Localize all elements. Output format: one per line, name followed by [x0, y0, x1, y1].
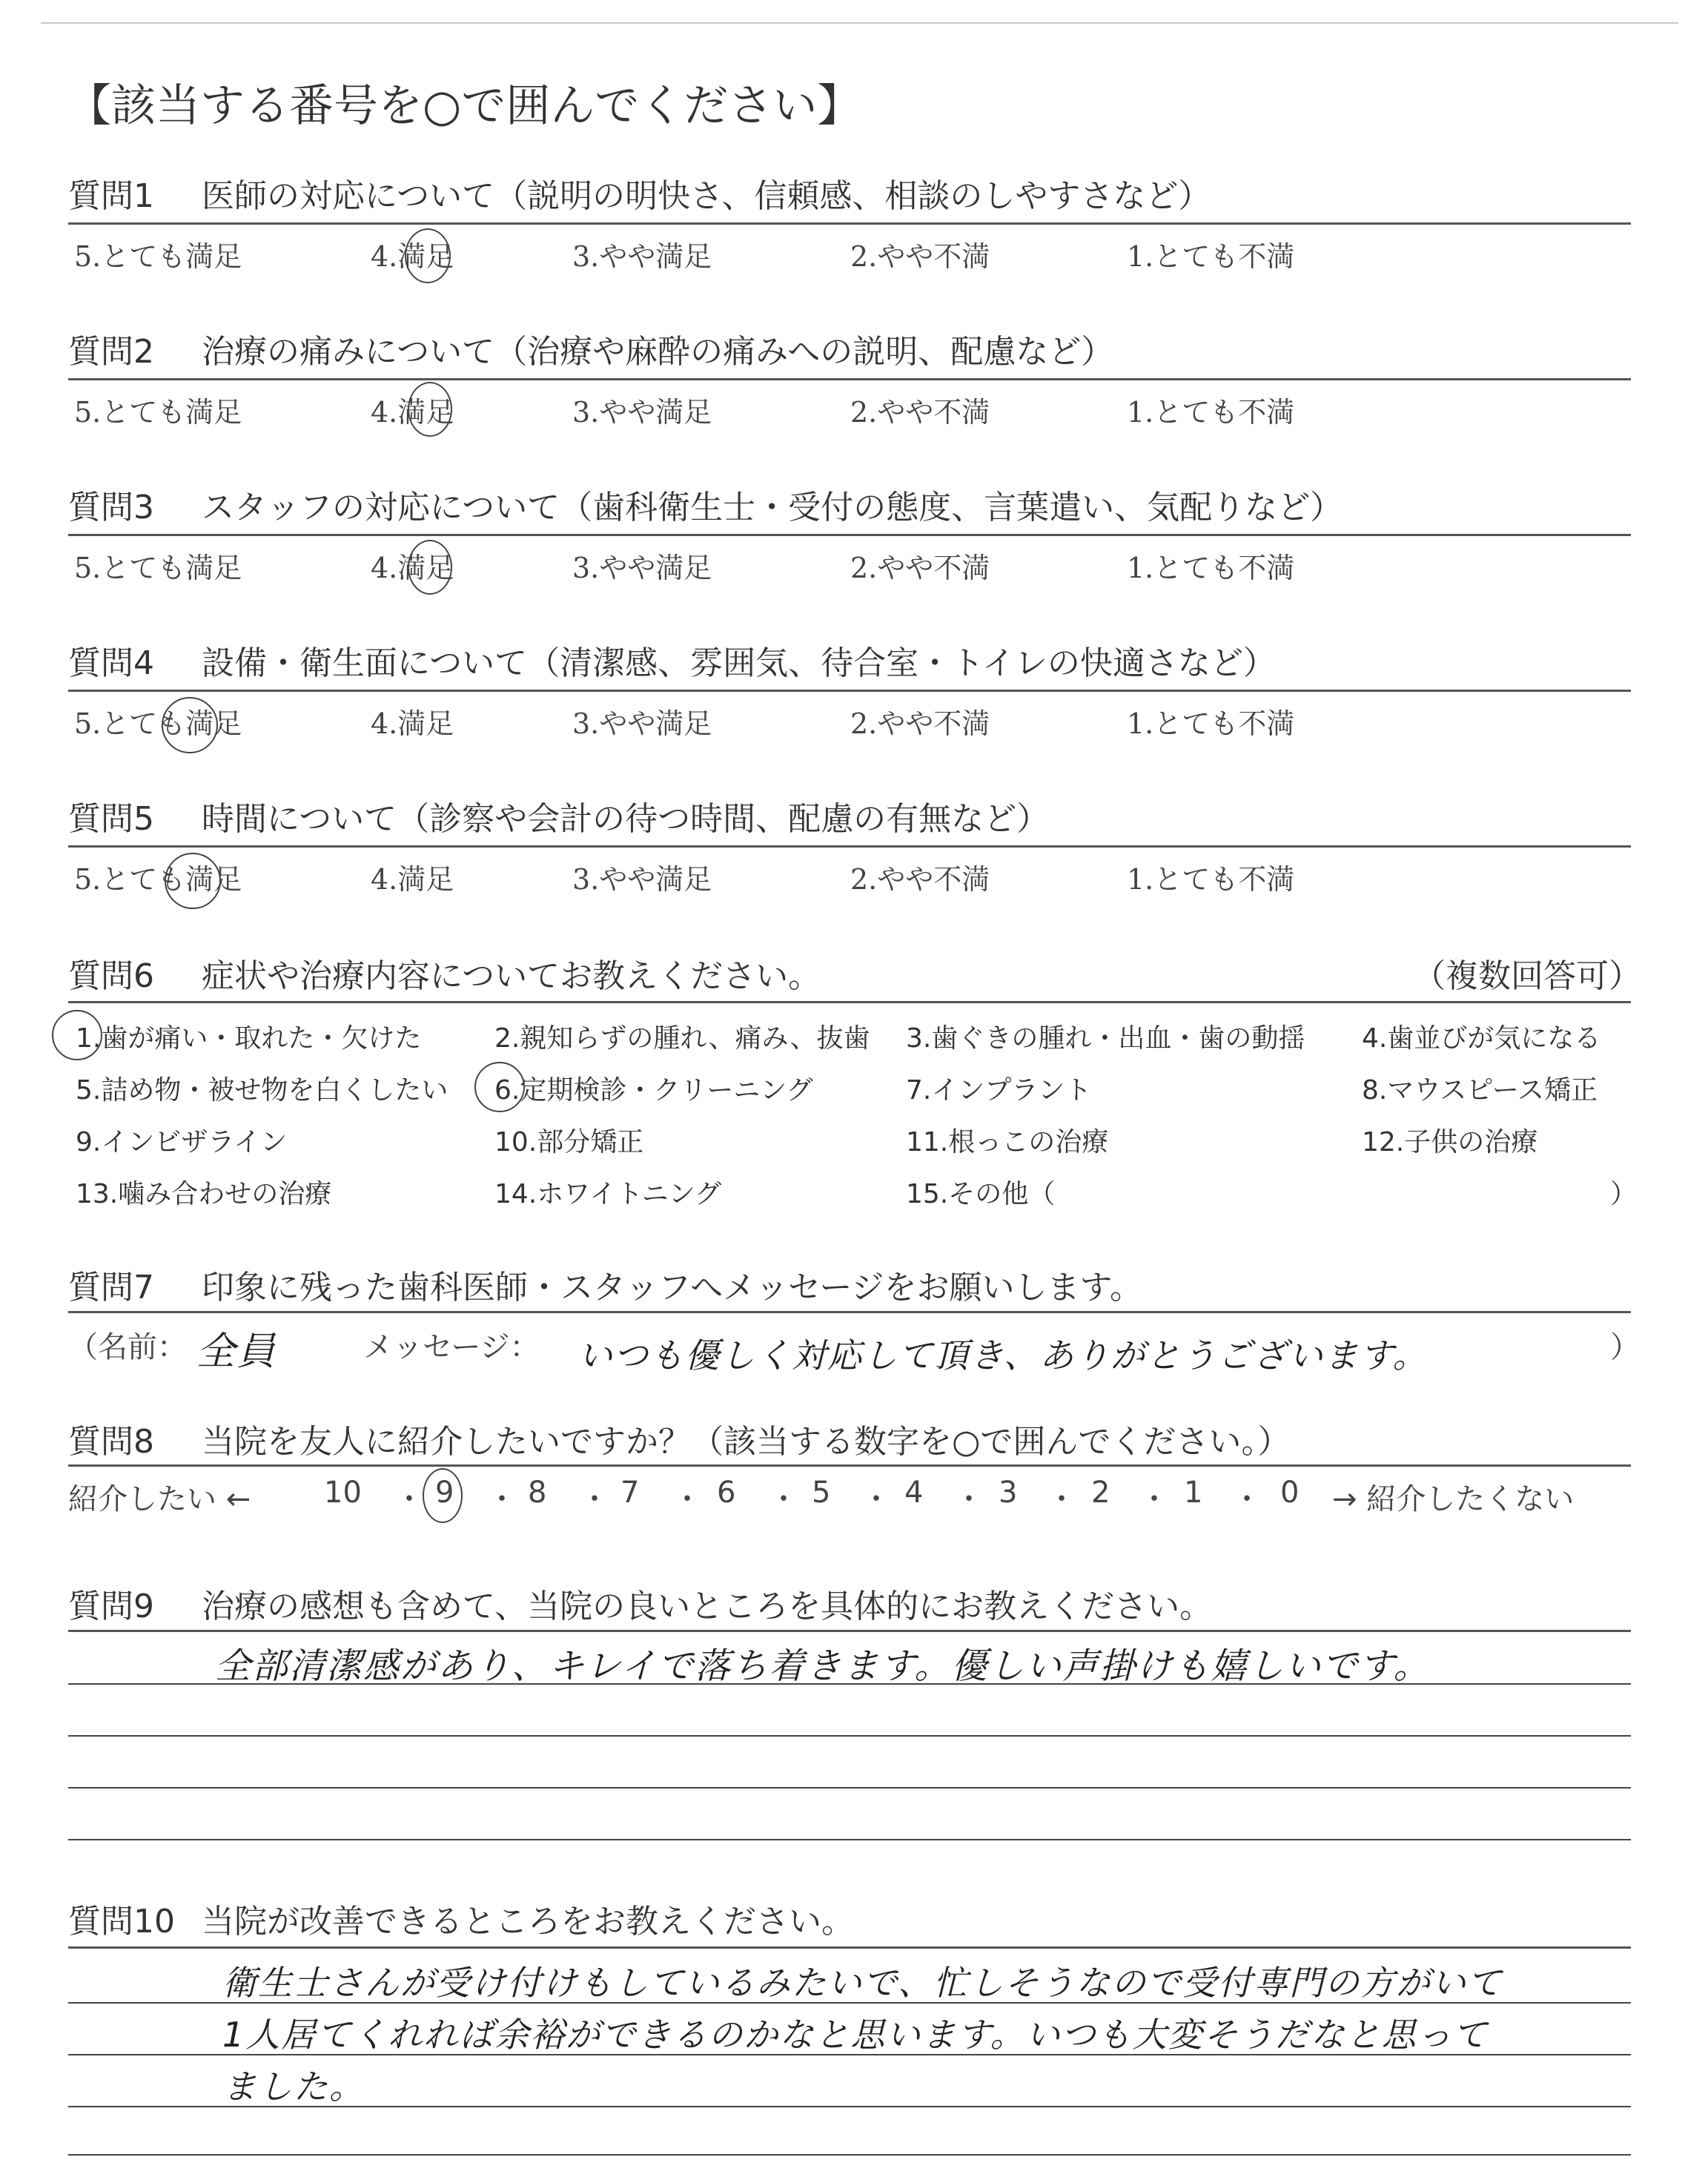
question-7 [68, 1261, 1142, 1308]
option-2[interactable]: 2.やや不満 [850, 552, 990, 584]
question-text: スタッフの対応について（歯科衛生士・受付の態度、言葉遣い、気配りなど） [202, 489, 1343, 526]
selection-circle [165, 853, 221, 909]
option-4[interactable]: 4.満足 [371, 707, 454, 740]
question-label: 質問3 [68, 489, 154, 526]
question-label: 質問6 [68, 957, 154, 995]
selection-circle [162, 697, 218, 753]
score-option[interactable]: 7 [620, 1476, 640, 1510]
option-1[interactable]: 1.とても不満 [1127, 240, 1295, 273]
question-rule [68, 534, 1631, 536]
question-rule [68, 1630, 1631, 1632]
closing-paren: ） [1610, 1179, 1638, 1209]
option-4[interactable]: 4.満足 [371, 863, 454, 896]
symptom-option[interactable]: 3.歯ぐきの腫れ・出血・歯の動揺 [906, 1023, 1305, 1054]
option-2[interactable]: 2.やや不満 [850, 707, 990, 740]
question-label: 質問1 [68, 177, 154, 215]
question-label: 質問9 [68, 1588, 154, 1625]
q3-options [68, 545, 1640, 582]
name-value[interactable]: 全員 [196, 1330, 277, 1374]
question-10 [68, 1895, 854, 1942]
writing-line [68, 2106, 1631, 2107]
symptom-option[interactable]: 10.部分矯正 [494, 1127, 644, 1157]
symptom-option[interactable]: 1.歯が痛い・取れた・欠けた [76, 1023, 422, 1054]
option-2[interactable]: 2.やや不満 [850, 240, 990, 273]
score-option[interactable]: 2 [1091, 1476, 1110, 1510]
q4-options [68, 701, 1640, 738]
q10-answer-line-1[interactable]: 衛生士さんが受け付けもしているみたいで、忙しそうなので受付専門の方がいて [222, 1963, 1503, 2003]
option-3[interactable]: 3.やや満足 [572, 396, 712, 429]
question-label: 質問4 [68, 644, 154, 682]
dot-separator: ・ [954, 1482, 984, 1516]
option-3[interactable]: 3.やや満足 [572, 552, 712, 584]
symptom-option[interactable]: 14.ホワイトニング [494, 1179, 722, 1209]
score-option[interactable]: 0 [1280, 1476, 1300, 1510]
question-label: 質問7 [68, 1269, 154, 1307]
option-1[interactable]: 1.とても不満 [1127, 552, 1295, 584]
option-5[interactable]: 5.とても満足 [74, 707, 242, 740]
writing-line [68, 1787, 1631, 1789]
dot-separator: ・ [861, 1482, 891, 1516]
question-rule [68, 378, 1631, 380]
symptom-option[interactable]: 7.インプラント [906, 1075, 1092, 1106]
writing-line [68, 2154, 1631, 2156]
score-option[interactable]: 4 [904, 1476, 924, 1510]
dot-separator: ・ [1139, 1482, 1169, 1516]
question-1 [68, 169, 1211, 217]
question-2 [68, 325, 1113, 372]
score-option[interactable]: 6 [717, 1476, 736, 1510]
option-5[interactable]: 5.とても満足 [74, 240, 242, 273]
question-rule [68, 1311, 1631, 1313]
form-title: 【該当する番号を○で囲んでください】 [67, 80, 862, 132]
question-5 [68, 792, 1049, 839]
q9-answer[interactable]: 全部清潔感があり、キレイで落ち着きます。優しい声掛けも嬉しいです。 [215, 1645, 1431, 1687]
selection-circle [408, 540, 452, 595]
score-option[interactable]: 10 [324, 1476, 362, 1510]
question-text: 印象に残った歯科医師・スタッフへメッセージをお願いします。 [202, 1269, 1142, 1307]
symptom-option[interactable]: 8.マウスピース矯正 [1362, 1075, 1598, 1106]
selection-circle [423, 1468, 463, 1523]
score-option[interactable]: 3 [999, 1476, 1018, 1510]
question-8 [68, 1415, 1290, 1462]
option-3[interactable]: 3.やや満足 [572, 863, 712, 896]
closing-paren: ） [1610, 1330, 1640, 1364]
writing-line [68, 1839, 1631, 1840]
option-1[interactable]: 1.とても不満 [1127, 396, 1295, 429]
multiple-answer-note: （複数回答可） [1413, 957, 1641, 995]
question-text: 治療の感想も含めて、当院の良いところを具体的にお教えください。 [202, 1588, 1213, 1625]
selection-circle [405, 228, 451, 283]
symptom-option[interactable]: 5.詰め物・被せ物を白くしたい [76, 1075, 448, 1106]
option-3[interactable]: 3.やや満足 [572, 240, 712, 273]
symptom-option[interactable]: 4.歯並びが気になる [1362, 1023, 1601, 1054]
question-label: 質問8 [68, 1423, 154, 1461]
question-text: 当院が改善できるところをお教えください。 [202, 1903, 854, 1941]
writing-line [68, 2054, 1631, 2055]
option-4[interactable]: 4.満足 [371, 240, 454, 273]
message-label: メッセージ： [363, 1330, 540, 1364]
question-3 [68, 480, 1343, 528]
question-rule [68, 1001, 1631, 1003]
dot-separator: ・ [487, 1482, 517, 1516]
recommend-scale [68, 1476, 1640, 1520]
question-9 [68, 1579, 1212, 1627]
question-text: 時間について（診察や会計の待つ時間、配慮の有無など） [202, 800, 1050, 838]
dot-separator: ・ [580, 1482, 609, 1516]
option-5[interactable]: 5.とても満足 [74, 552, 242, 584]
selection-circle [52, 1010, 102, 1060]
option-3[interactable]: 3.やや満足 [572, 707, 712, 740]
dot-separator: ・ [672, 1482, 702, 1516]
option-4[interactable]: 4.満足 [371, 552, 454, 584]
question-text: 症状や治療内容についてお教えください。 [202, 957, 821, 995]
recommend-right-label: → 紹介したくない [1332, 1482, 1575, 1516]
question-label: 質問2 [68, 333, 154, 371]
option-1[interactable]: 1.とても不満 [1127, 707, 1295, 740]
q10-answer-line-2[interactable]: 1人居てくれれば余裕ができるのかなと思います。いつも大変そうだなと思って [222, 2015, 1489, 2055]
question-rule [68, 222, 1631, 225]
writing-line [68, 1683, 1631, 1685]
question-text: 設備・衛生面について（清潔感、雰囲気、待合室・トイレの快適さなど） [202, 644, 1276, 682]
question-rule [68, 1464, 1631, 1467]
option-1[interactable]: 1.とても不満 [1127, 863, 1295, 896]
name-label: （名前： [68, 1330, 187, 1364]
score-option[interactable]: 9 [435, 1476, 454, 1510]
q10-answer-line-3[interactable]: ました。 [222, 2067, 365, 2107]
score-option[interactable]: 5 [812, 1476, 831, 1510]
symptom-option[interactable]: 9.インビザライン [76, 1127, 288, 1157]
question-label: 質問5 [68, 800, 154, 838]
symptom-option[interactable]: 2.親知らずの腫れ、痛み、抜歯 [494, 1023, 870, 1054]
dot-separator: ・ [1232, 1482, 1262, 1516]
selection-circle [408, 382, 452, 437]
question-label: 質問10 [68, 1903, 175, 1941]
symptom-option[interactable]: 6.定期検診・クリーニング [494, 1075, 813, 1106]
dot-separator: ・ [1047, 1482, 1076, 1516]
selection-circle [474, 1062, 525, 1112]
question-6 [68, 949, 821, 997]
writing-line [68, 1735, 1631, 1737]
symptom-option[interactable]: 15.その他（ [906, 1179, 1056, 1209]
q5-options [68, 856, 1640, 894]
message-value[interactable]: いつも優しく対応して頂き、ありがとうございます。 [578, 1335, 1429, 1375]
question-text: 医師の対応について（説明の明快さ、信頼感、相談のしやすさなど） [202, 177, 1211, 215]
symptom-option[interactable]: 13.噛み合わせの治療 [76, 1179, 332, 1209]
score-option[interactable]: 8 [528, 1476, 547, 1510]
question-rule [68, 690, 1631, 692]
dot-separator: ・ [394, 1482, 424, 1516]
recommend-left-label: 紹介したい ← [68, 1482, 251, 1516]
option-5[interactable]: 5.とても満足 [74, 396, 242, 429]
question-4 [68, 636, 1276, 684]
q1-options [68, 234, 1640, 271]
symptom-option[interactable]: 11.根っこの治療 [906, 1127, 1109, 1157]
question-text: 当院を友人に紹介したいですか？（該当する数字を○で囲んでください。） [202, 1423, 1291, 1461]
question-text: 治療の痛みについて（治療や麻酔の痛みへの説明、配慮など） [202, 333, 1114, 371]
writing-line [68, 2002, 1631, 2004]
question-rule [68, 1946, 1631, 1949]
option-5[interactable]: 5.とても満足 [74, 863, 242, 896]
top-border [41, 22, 1678, 24]
dot-separator: ・ [769, 1482, 798, 1516]
score-option[interactable]: 1 [1184, 1476, 1203, 1510]
option-4[interactable]: 4.満足 [371, 396, 454, 429]
option-2[interactable]: 2.やや不満 [850, 863, 990, 896]
question-rule [68, 845, 1631, 848]
symptom-option[interactable]: 12.子供の治療 [1362, 1127, 1538, 1157]
option-2[interactable]: 2.やや不満 [850, 396, 990, 429]
q2-options [68, 389, 1640, 429]
